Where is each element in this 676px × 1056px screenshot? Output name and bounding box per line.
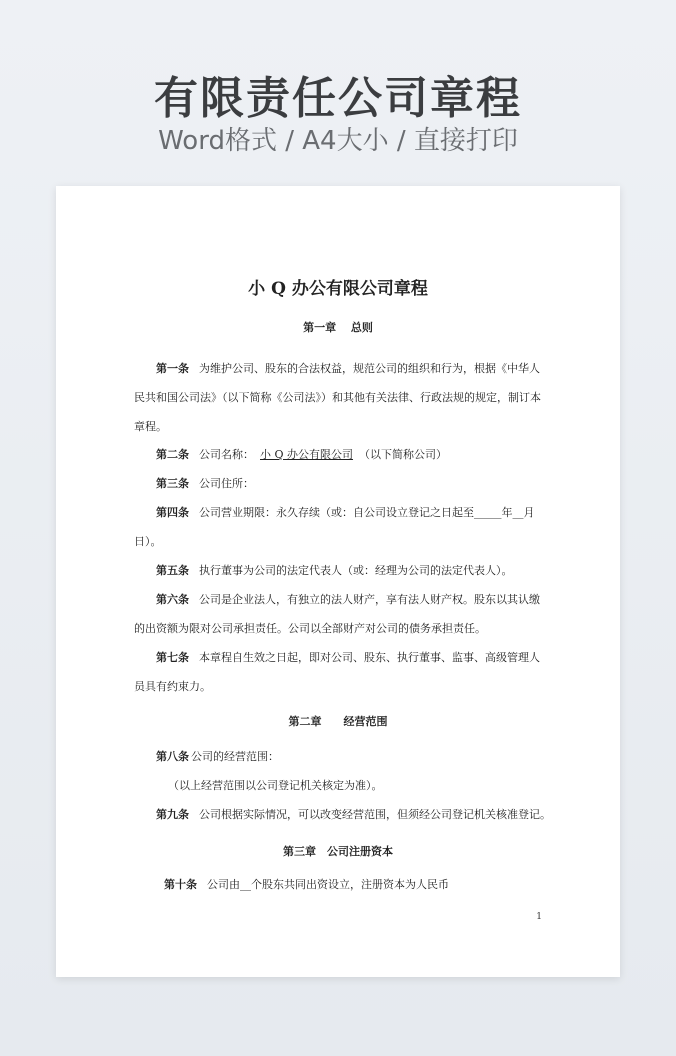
article-9-number: 第九条	[156, 808, 189, 821]
article-9-text: 公司根据实际情况，可以改变经营范围，但须经公司登记机关核准登记。	[199, 808, 551, 821]
article-2	[156, 440, 566, 469]
banner-title: 有限责任公司章程	[154, 73, 522, 124]
article-10-number: 第十条	[164, 878, 197, 891]
article-6	[134, 585, 544, 643]
company-name-field: 小 Q 办公有限公司	[260, 448, 354, 461]
article-7-number: 第七条	[156, 651, 189, 664]
article-9	[156, 800, 556, 829]
article-8-text: 公司的经营范围：	[191, 750, 279, 763]
article-1	[134, 354, 544, 441]
article-7	[134, 643, 544, 701]
article-4	[134, 498, 544, 556]
chapter-1-heading: 第一章 总则	[303, 321, 373, 334]
article-10-text: 公司由__个股东共同出资设立，注册资本为人民币	[207, 878, 449, 891]
article-3-number: 第三条	[156, 477, 189, 490]
article-6-number: 第六条	[156, 593, 189, 606]
document-page	[56, 186, 620, 977]
document-title: 小 Q 办公有限公司章程	[248, 279, 428, 299]
banner-subtitle: Word格式 / A4大小 / 直接打印	[158, 126, 518, 156]
article-2-suffix: （以下简称公司）	[359, 448, 448, 461]
article-5-text: 执行董事为公司的法定代表人（或：经理为公司的法定代表人）。	[199, 564, 513, 577]
article-7-text: 本章程自生效之日起，即对公司、股东、执行董事、监事、高级管理人员具有约束力。	[134, 651, 540, 693]
article-10	[164, 870, 574, 899]
article-1-number: 第一条	[156, 362, 189, 375]
page-number: 1	[536, 912, 542, 922]
article-8	[156, 742, 566, 771]
article-5-number: 第五条	[156, 564, 189, 577]
article-6-text: 公司是企业法人，有独立的法人财产，享有法人财产权。股东以其认缴的出资额为限对公司承担责任。公司以全部财产对公司的债务承担责任。	[134, 593, 540, 635]
article-1-text: 为维护公司、股东的合法权益，规范公司的组织和行为，根据《中华人民共和国公司法》（以下简称《公司法》）和其他有关法律、行政法规的规定，制订本章程。	[134, 362, 541, 433]
article-4-number: 第四条	[156, 506, 189, 519]
article-5	[156, 556, 566, 585]
article-2-number: 第二条	[156, 448, 189, 461]
article-8-note: （以上经营范围以公司登记机关核定为准）。	[168, 779, 383, 792]
chapter-3-heading: 第三章 公司注册资本	[283, 845, 393, 858]
article-4-text: 公司营业期限：永久存续（或：自公司设立登记之日起至_____年__月日）。	[134, 506, 535, 548]
article-3-text: 公司住所：	[199, 477, 254, 490]
article-8-number: 第八条	[156, 750, 189, 763]
chapter-2-heading: 第二章 经营范围	[288, 715, 388, 728]
article-3	[156, 469, 566, 498]
article-2-prefix: 公司名称：	[199, 448, 254, 461]
